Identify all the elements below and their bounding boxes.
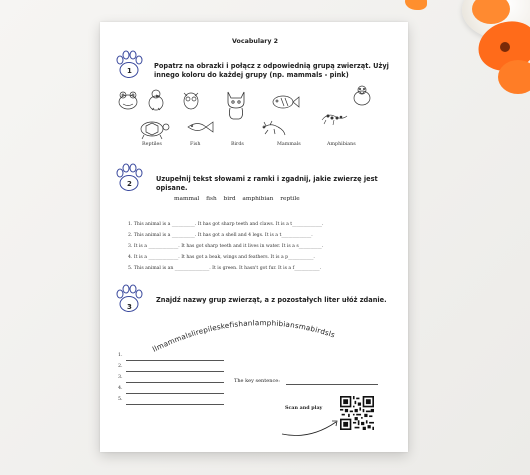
answer-line[interactable] [126, 404, 224, 405]
sentence: 1. This animal is a __________. It has got sharp teeth and claws. It is a t_____________. [128, 222, 324, 227]
group-label: Mammals [277, 142, 301, 147]
turtle-icon [136, 118, 170, 140]
key-sentence-line[interactable] [286, 384, 378, 385]
paw-icon [114, 163, 144, 193]
group-label: Amphibians [327, 142, 356, 147]
salamander-icon [320, 108, 348, 128]
answer-line[interactable] [126, 393, 224, 394]
answer-number: 4. [118, 386, 123, 391]
sentence: 4. It is a _____________. It has got a beak, wings and feathers. It is a p___________. [128, 255, 315, 260]
task-1-instruction: Popatrz na obrazki i połącz z odpowiednią grupą zwierząt. Użyj innego koloru do każdej grupy (np. mammals - pink) [154, 62, 389, 79]
duck-icon [352, 84, 372, 106]
bird-icon [146, 88, 166, 112]
word-box: mammal fish bird amphibian reptile [174, 196, 300, 202]
flower-center [500, 42, 510, 52]
scan-label: Scan and play [285, 405, 323, 411]
flower-petal [498, 60, 530, 94]
key-sentence-label: The key sentence: [234, 378, 280, 384]
answer-line[interactable] [126, 360, 224, 361]
task-number: 1 [127, 67, 132, 75]
answer-number: 5. [118, 397, 123, 402]
answer-number: 1. [118, 353, 123, 358]
group-label: Fish [190, 142, 201, 147]
svg-text:llmammalslirepileskefishanlamp [151, 318, 336, 354]
frog-icon [116, 88, 140, 112]
answer-line[interactable] [126, 371, 224, 372]
letter-chain-text: llmammalslirepileskefishanlamphibiansmabirdsls [150, 318, 337, 354]
worksheet-title: Vocabulary 2 [232, 38, 279, 45]
task-number: 3 [127, 303, 132, 311]
task-3-instruction: Znajdź nazwy grup zwierząt, a z pozostałych liter ułóż zdanie. [156, 296, 387, 304]
letter-chain [140, 312, 360, 360]
qr-code-icon[interactable] [340, 396, 374, 430]
cat-icon [224, 88, 248, 120]
group-label: Birds [231, 142, 244, 147]
answer-line[interactable] [126, 382, 224, 383]
fish-icon [186, 120, 214, 134]
lizard-icon [260, 118, 286, 138]
fish-icon [270, 94, 300, 110]
task-number: 2 [127, 180, 132, 188]
arrow-icon [280, 414, 342, 438]
sentence: 2. This animal is a __________. It has got a shell and 4 legs. It is a t_____________. [128, 233, 313, 238]
task-2-instruction: Uzupełnij tekst słowami z ramki i zgadnij, jakie zwierzę jest opisane. [156, 175, 378, 192]
answer-number: 3. [118, 375, 123, 380]
sentence: 5. This animal is an _______________. It is green. It hasn't got fur. It is a f___________. [128, 266, 322, 271]
group-label: Reptiles [142, 142, 162, 147]
worksheet-page [100, 22, 408, 452]
sentence: 3. It is a _____________. It has got sharp teeth and it lives in water. It is a s__________. [128, 244, 324, 249]
owl-icon [181, 90, 201, 110]
answer-number: 2. [118, 364, 123, 369]
paw-icon [114, 50, 144, 80]
